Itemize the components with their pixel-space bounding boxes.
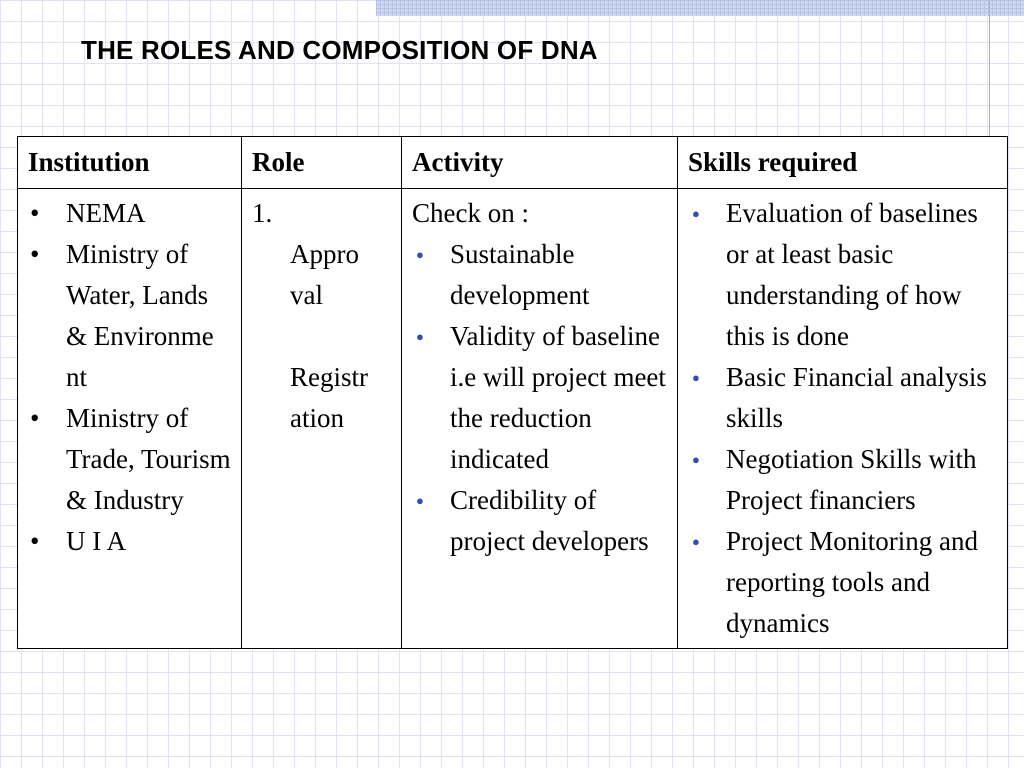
institution-cell	[18, 189, 242, 649]
activity-intro: Check on :	[412, 198, 529, 228]
header-skills: Skills required	[678, 137, 1008, 189]
slide-title: THE ROLES AND COMPOSITION OF DNA	[81, 35, 598, 65]
header-activity: Activity	[402, 137, 678, 189]
table-header-row	[18, 137, 1008, 189]
skills-list	[688, 193, 999, 644]
list-item: • NEMA	[28, 193, 233, 234]
skills-cell	[678, 189, 1008, 649]
list-item: ● Project Monitoring and reporting tools and dynamics	[688, 521, 999, 644]
roles-table	[17, 136, 1008, 649]
list-item: ● Negotiation Skills with Project financiers	[688, 439, 999, 521]
header-institution: Institution	[18, 137, 242, 189]
table-row	[18, 189, 1008, 649]
list-item: • U I A	[28, 521, 233, 562]
role-step: Registr ation	[290, 362, 368, 433]
header-role: Role	[242, 137, 402, 189]
list-item: ● Basic Financial analysis skills	[688, 357, 999, 439]
list-item: ● Validity of baseline i.e will project meet the reduction indicated	[412, 316, 669, 480]
role-number: 1.	[252, 198, 273, 228]
role-step: Appro val	[290, 239, 359, 310]
list-item: ● Sustainable development	[412, 234, 669, 316]
activity-list	[412, 234, 669, 562]
list-item: ● Credibility of project developers	[412, 480, 669, 562]
role-cell	[242, 189, 402, 649]
institution-list	[28, 193, 233, 562]
list-item: ● Evaluation of baselines or at least basic understanding of how this is done	[688, 193, 999, 357]
role-spacer	[252, 316, 393, 357]
decorative-top-band	[376, 0, 1024, 16]
list-item: • Ministry of Trade, Tourism & Industry	[28, 398, 233, 521]
activity-cell	[402, 189, 678, 649]
list-item: • Ministry of Water, Lands & Environme nt	[28, 234, 233, 398]
